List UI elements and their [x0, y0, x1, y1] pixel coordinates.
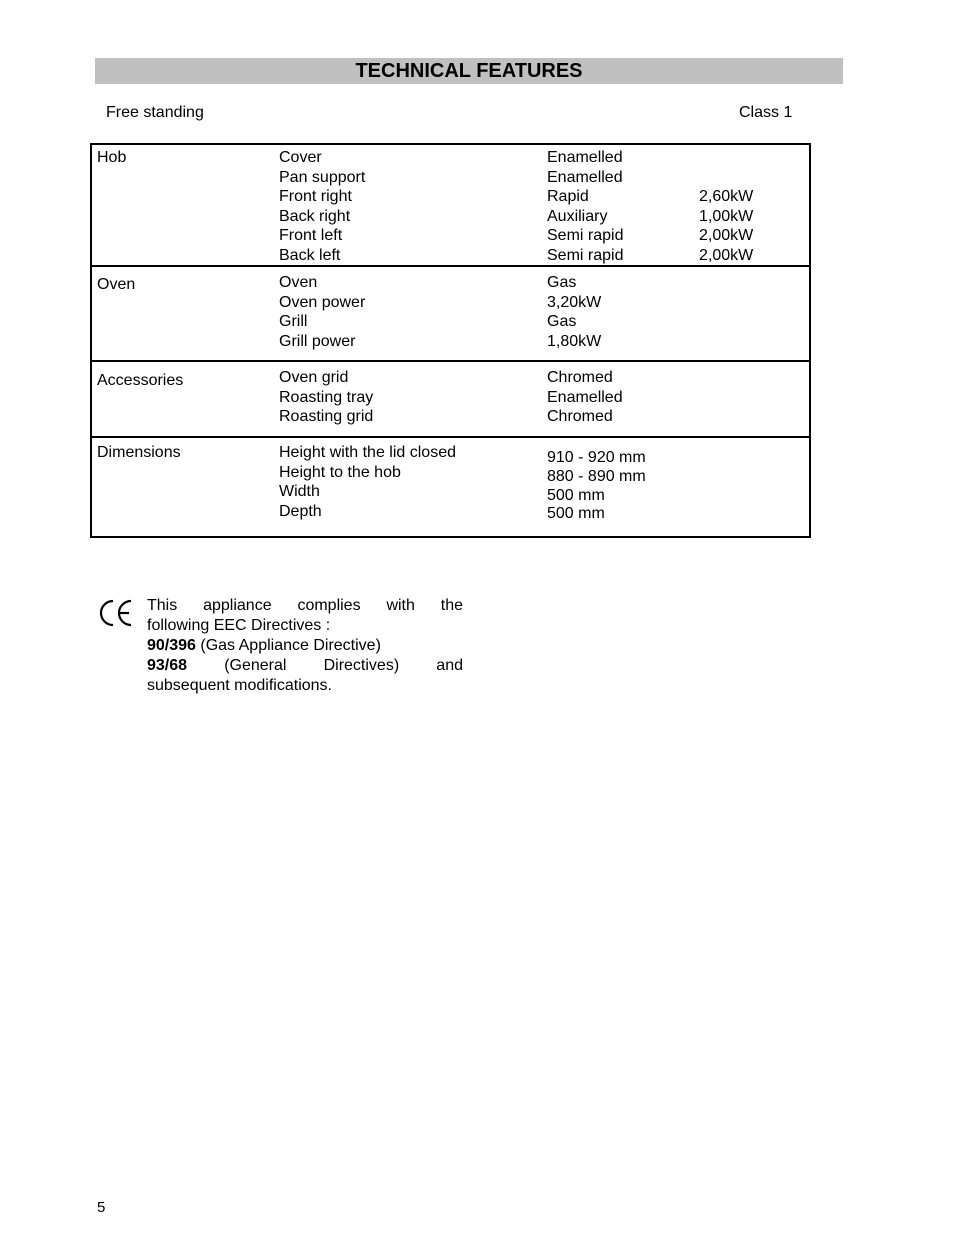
directive-description: (Gas Appliance Directive)	[195, 637, 381, 654]
table-row-hob	[92, 145, 809, 265]
list-item	[699, 148, 753, 168]
list-item: 2,00kW	[699, 227, 754, 245]
list-item: 2,00kW	[699, 246, 754, 264]
dimensions-values	[547, 449, 646, 524]
table-row-accessories	[92, 360, 809, 436]
list-item	[699, 168, 753, 188]
list-item: Cover	[279, 149, 322, 166]
installation-type: Free standing	[106, 104, 204, 121]
list-item: 1,80kW	[547, 332, 602, 350]
list-item: Height with the lid closed	[279, 444, 456, 461]
list-item: Gas	[547, 274, 577, 291]
list-item: Semi rapid	[547, 246, 624, 264]
list-item: Height to the hob	[279, 463, 401, 481]
oven-items	[279, 273, 365, 351]
list-item: Semi rapid	[547, 227, 624, 245]
list-item: 3,20kW	[547, 293, 602, 311]
list-item: 500 mm	[547, 505, 605, 523]
list-item: Gas	[547, 313, 577, 331]
dimensions-items	[279, 443, 456, 521]
list-item: Front right	[279, 188, 352, 206]
hob-values	[547, 148, 623, 266]
page-number: 5	[97, 1199, 106, 1216]
table-row-oven	[92, 265, 809, 360]
list-item: Grill power	[279, 332, 356, 350]
list-item: Oven power	[279, 293, 366, 311]
directive-general	[147, 656, 463, 676]
list-item: 500 mm	[547, 486, 605, 504]
list-item: Enamelled	[547, 168, 623, 186]
list-item: Pan support	[279, 168, 366, 186]
hob-powers	[699, 148, 753, 266]
list-item: Roasting grid	[279, 408, 374, 426]
directive-code: 90/396	[147, 637, 196, 654]
ce-mark-icon	[99, 598, 133, 628]
list-item: 2,60kW	[699, 188, 754, 206]
list-item: Width	[279, 483, 320, 501]
table-row-dimensions	[92, 436, 809, 536]
compliance-statement	[147, 596, 463, 696]
list-item: Enamelled	[547, 388, 623, 406]
list-item: Chromed	[547, 369, 613, 386]
list-item: Roasting tray	[279, 388, 374, 406]
list-item: Back right	[279, 207, 351, 225]
list-item: Back left	[279, 246, 341, 264]
compliance-intro-line: This appliance complies with the	[147, 597, 463, 614]
list-item: 910 - 920 mm	[547, 449, 646, 466]
section-label-dimensions: Dimensions	[97, 444, 181, 461]
directive-code: 93/68	[147, 657, 188, 674]
list-item: 880 - 890 mm	[547, 467, 646, 485]
accessories-items	[279, 368, 373, 427]
list-item: Rapid	[547, 188, 589, 206]
accessories-values	[547, 368, 623, 427]
directive-gas	[147, 636, 463, 656]
list-item: 1,00kW	[699, 207, 754, 225]
list-item: Oven grid	[279, 369, 349, 386]
list-item: Depth	[279, 502, 322, 520]
appliance-class: Class 1	[739, 104, 793, 121]
list-item: Front left	[279, 227, 343, 245]
directive-description: (General Directives) and	[187, 657, 463, 674]
list-item: Auxiliary	[547, 207, 608, 225]
technical-features-table	[90, 143, 811, 538]
list-item: Oven	[279, 274, 318, 291]
compliance-intro-line: following EEC Directives :	[147, 617, 331, 634]
section-label-oven: Oven	[97, 276, 136, 293]
page-title: TECHNICAL FEATURES	[95, 58, 843, 84]
list-item: Chromed	[547, 408, 613, 426]
hob-items	[279, 148, 365, 266]
list-item: Enamelled	[547, 149, 623, 166]
compliance-closing: subsequent modifications.	[147, 677, 332, 694]
section-label-accessories: Accessories	[97, 372, 184, 389]
section-label-hob: Hob	[97, 149, 127, 166]
oven-values	[547, 273, 601, 351]
list-item: Grill	[279, 313, 308, 331]
